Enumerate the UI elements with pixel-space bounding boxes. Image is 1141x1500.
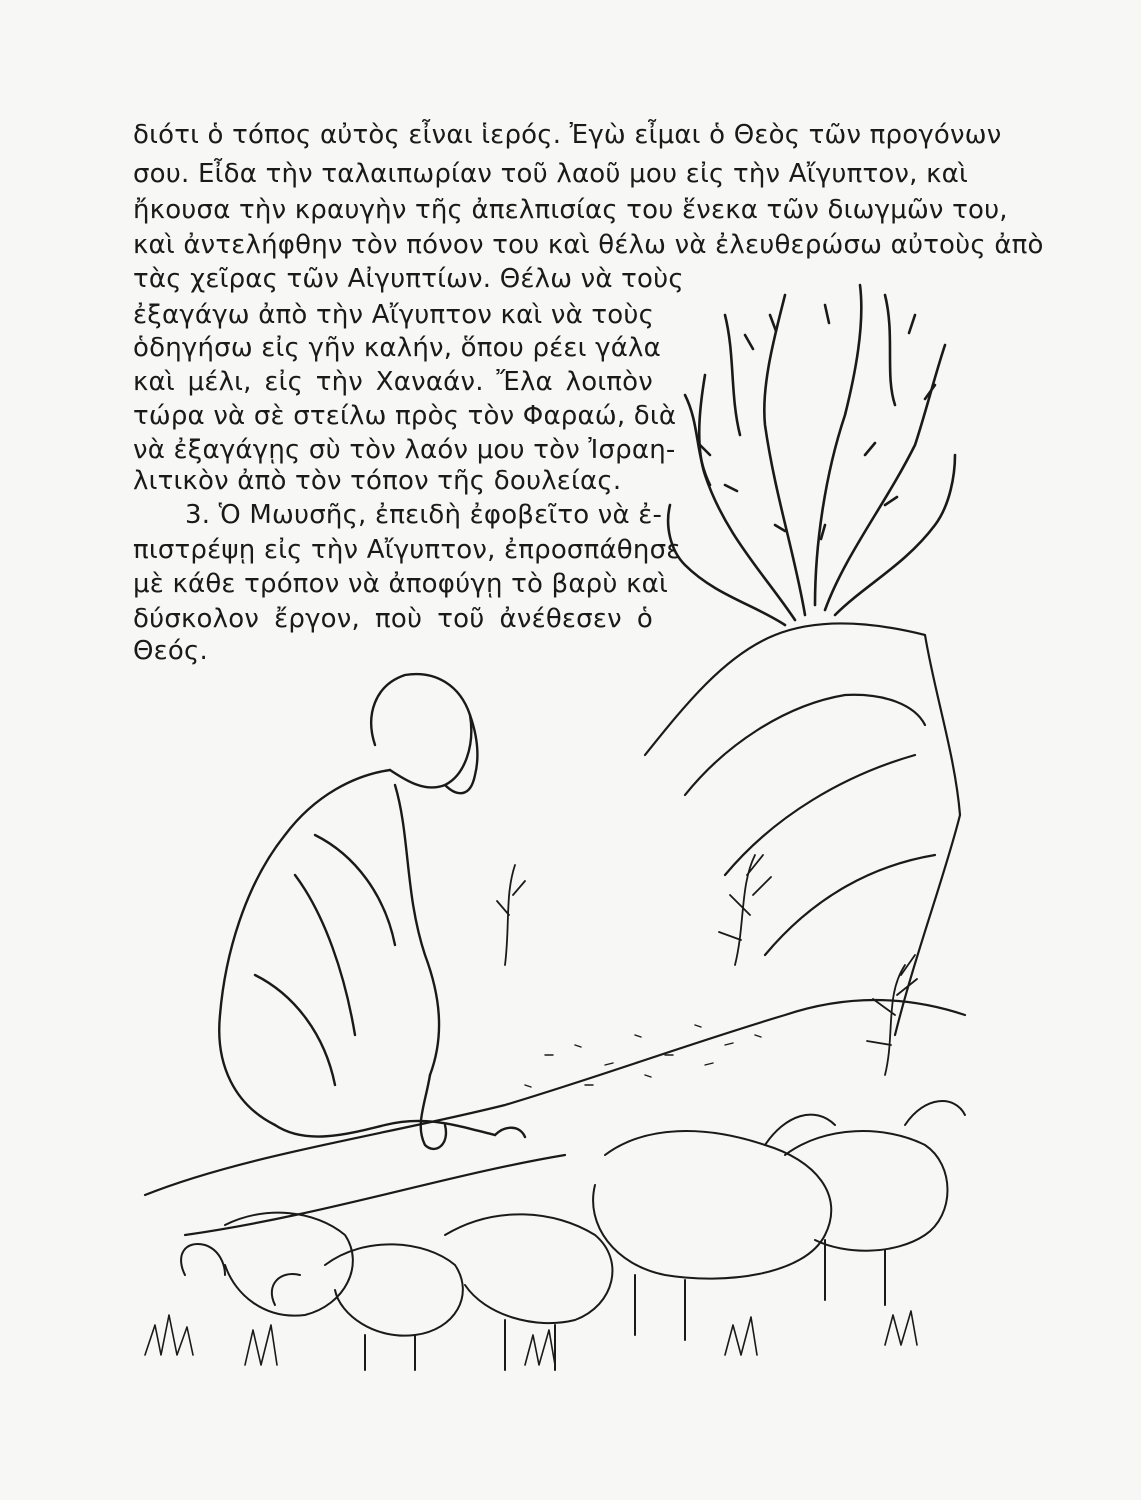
paragraph-3-start: 3. Ὁ Μωυσῆς, ἐπειδὴ ἐφοβεῖτο νὰ ἐ- xyxy=(185,500,663,530)
grass xyxy=(145,1311,917,1365)
burning-bush xyxy=(668,285,955,625)
text-line: διότι ὁ τόπος αὐτὸς εἶναι ἱερός. Ἐγὼ εἶμαι ὁ Θεὸς τῶν προγόνων xyxy=(133,120,1002,150)
ground-line xyxy=(185,1155,565,1235)
text-line: νὰ ἐξαγάγῃς σὺ τὸν λαόν μου τὸν Ἰσραη- xyxy=(133,435,676,465)
text-line: πιστρέψῃ εἰς τὴν Αἴγυπτον, ἐπροσπάθησε xyxy=(133,535,681,565)
moses-hand xyxy=(421,1075,446,1149)
goat xyxy=(225,1213,353,1316)
text-line: τώρα νὰ σὲ στείλω πρὸς τὸν Φαραώ, διὰ xyxy=(133,401,677,431)
moses-back xyxy=(219,770,390,1125)
text-line: μὲ κάθε τρόπον νὰ ἀποφύγῃ τὸ βαρὺ καὶ xyxy=(133,569,668,599)
sheep-flock xyxy=(181,1101,965,1370)
sheep-head xyxy=(905,1101,965,1125)
rock-outline xyxy=(645,623,960,1035)
text-line: δύσκολον ἔργον, ποὺ τοῦ ἀνέθεσεν ὁ xyxy=(133,604,653,634)
moses-figure xyxy=(219,674,525,1149)
goat xyxy=(325,1244,463,1335)
sheep xyxy=(445,1214,612,1323)
text-line: Θεός. xyxy=(133,636,208,666)
sheep xyxy=(593,1131,831,1279)
sheep-head xyxy=(765,1115,835,1145)
text-line: ἐξαγάγω ἀπὸ τὴν Αἴγυπτον καὶ νὰ τοὺς xyxy=(133,300,655,330)
moses-burning-bush-illustration xyxy=(125,275,975,1375)
rock-ridge xyxy=(765,855,935,955)
rock-ridge xyxy=(685,695,925,795)
text-line: λιτικὸν ἀπὸ τὸν τόπον τῆς δουλείας. xyxy=(133,466,622,496)
text-line: σου. Εἶδα τὴν ταλαιπωρίαν τοῦ λαοῦ μου εἰς τὴν Αἴγυπτον, καὶ xyxy=(133,159,968,189)
goat-head xyxy=(181,1244,225,1275)
moses-knee xyxy=(275,1121,495,1137)
text-line: ὁδηγήσω εἰς γῆν καλήν, ὅπου ρέει γάλα xyxy=(133,333,661,363)
shrub xyxy=(497,855,917,1075)
text-line: ἤκουσα τὴν κραυγὴν τῆς ἀπελπισίας του ἕνεκα τῶν διωγμῶν του, xyxy=(133,195,1008,225)
moses-foot xyxy=(495,1128,525,1137)
sheep xyxy=(785,1131,948,1251)
goat-head xyxy=(272,1274,300,1305)
robe-folds xyxy=(255,835,395,1085)
ground-line xyxy=(145,1000,965,1195)
text-line: τὰς χεῖρας τῶν Αἰγυπτίων. Θέλω νὰ τοὺς xyxy=(133,264,684,294)
text-line: καὶ μέλι, εἰς τὴν Χαναάν. Ἔλα λοιπὸν xyxy=(133,367,653,397)
text-line: καὶ ἀντελήφθην τὸν πόνον του καὶ θέλω νὰ ἐλευθερώσω αὐτοὺς ἀπὸ xyxy=(133,230,1044,260)
moses-arm xyxy=(395,785,439,1075)
